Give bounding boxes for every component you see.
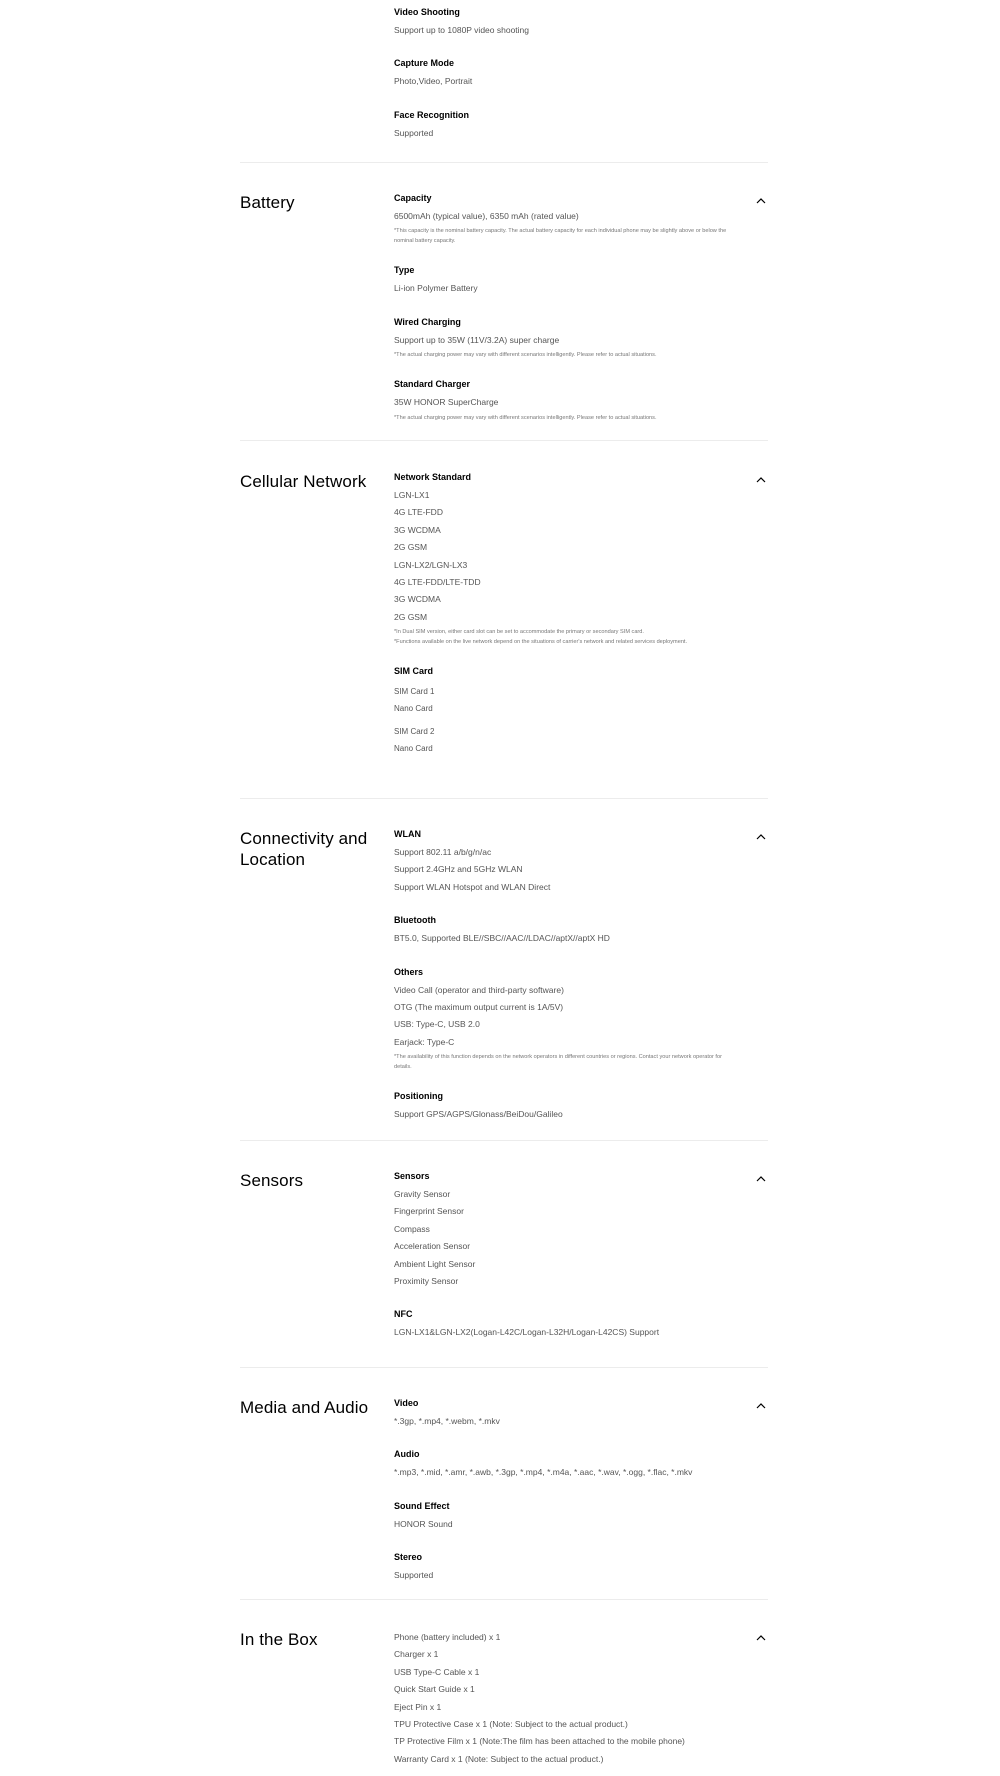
spec-value: *.3gp, *.mp4, *.webm, *.mkv bbox=[394, 1416, 500, 1426]
section-title: Media and Audio bbox=[240, 1398, 369, 1417]
chevron-up-icon[interactable] bbox=[754, 1633, 768, 1643]
spec-value: LGN-LX2/LGN-LX3 bbox=[394, 559, 468, 570]
spec-value: 2G GSM bbox=[394, 542, 428, 553]
spec-note: *Functions available on the live network depend on the situations of carrier's network and related services deployment. bbox=[394, 638, 688, 645]
spec-value: Gravity Sensor bbox=[394, 1189, 451, 1199]
spec-label: SIM Card bbox=[394, 666, 434, 677]
spec-value: *.mp3, *.mid, *.amr, *.awb, *.3gp, *.mp4, *.m4a, *.aac, *.wav, *.ogg, *.flac, *.mkv bbox=[394, 1467, 693, 1478]
spec-label: Type bbox=[394, 265, 415, 276]
spec-value: LGN-LX1&LGN-LX2(Logan-L42C/Logan-L32H/Logan-L42CS) Support bbox=[394, 1327, 660, 1338]
box-item: TPU Protective Case x 1 (Note: Subject to the actual product.) bbox=[394, 1719, 628, 1730]
sim-card-1 bbox=[394, 683, 734, 717]
spec-value: Support WLAN Hotspot and WLAN Direct bbox=[394, 881, 551, 892]
section-divider bbox=[240, 440, 768, 441]
spec-label: Capacity bbox=[394, 193, 432, 203]
spec-value: Li-ion Polymer Battery bbox=[394, 283, 478, 294]
spec-label: Standard Charger bbox=[394, 379, 471, 390]
spec-value: Supported bbox=[394, 127, 434, 138]
section-divider bbox=[240, 1140, 768, 1141]
box-item: Quick Start Guide x 1 bbox=[394, 1684, 475, 1695]
spec-value: Compass bbox=[394, 1223, 430, 1234]
spec-value: 3G WCDMA bbox=[394, 594, 441, 605]
spec-value: USB: Type-C, USB 2.0 bbox=[394, 1019, 480, 1030]
chevron-up-icon[interactable] bbox=[754, 475, 768, 485]
spec-note: *The actual charging power may vary with different scenarios intelligently. Please refer to actual situations. bbox=[394, 414, 657, 421]
chevron-up-icon[interactable] bbox=[754, 832, 768, 842]
section-title: Battery bbox=[240, 193, 295, 212]
spec-label: NFC bbox=[394, 1309, 413, 1320]
spec-label: Bluetooth bbox=[394, 915, 436, 926]
section-divider bbox=[240, 1599, 768, 1600]
box-item: Charger x 1 bbox=[394, 1649, 439, 1660]
box-item: USB Type-C Cable x 1 bbox=[394, 1666, 480, 1677]
spec-note: *This capacity is the nominal battery capacity. The actual battery capacity for each individual phone may be slightly above or below the nominal battery capacity. bbox=[394, 228, 727, 244]
spec-value: Support GPS/AGPS/Glonass/BeiDou/Galileo bbox=[394, 1109, 563, 1120]
spec-label: Sensors bbox=[394, 1171, 430, 1181]
spec-label: Audio bbox=[394, 1449, 420, 1460]
spec-label: Video bbox=[394, 1398, 419, 1408]
sim-name: SIM Card 2 bbox=[394, 727, 435, 737]
spec-value: Support up to 1080P video shooting bbox=[394, 25, 530, 35]
spec-label: Video Shooting bbox=[394, 7, 460, 17]
spec-label: Others bbox=[394, 966, 424, 977]
box-item: Eject Pin x 1 bbox=[394, 1701, 442, 1712]
spec-note: *The actual charging power may vary with different scenarios intelligently. Please refer to actual situations. bbox=[394, 352, 657, 359]
spec-value: 35W HONOR SuperCharge bbox=[394, 397, 499, 408]
spec-value: HONOR Sound bbox=[394, 1518, 453, 1529]
spec-value: Support 802.11 a/b/g/n/ac bbox=[394, 847, 492, 857]
chevron-up-icon[interactable] bbox=[754, 1174, 768, 1184]
spec-value: BT5.0, Supported BLE//SBC//AAC//LDAC//aptX//aptX HD bbox=[394, 933, 610, 944]
spec-value: Support 2.4GHz and 5GHz WLAN bbox=[394, 864, 523, 875]
sim-card-2 bbox=[394, 723, 734, 757]
section-title: In the Box bbox=[240, 1630, 318, 1649]
spec-value: 4G LTE-FDD bbox=[394, 507, 443, 518]
spec-value: OTG (The maximum output current is 1A/5V) bbox=[394, 1002, 564, 1013]
spec-value: Support up to 35W (11V/3.2A) super charge bbox=[394, 334, 560, 345]
spec-video-shooting bbox=[394, 6, 734, 39]
spec-value: Ambient Light Sensor bbox=[394, 1258, 476, 1269]
box-item: Phone (battery included) x 1 bbox=[394, 1632, 501, 1642]
spec-value: Proximity Sensor bbox=[394, 1276, 459, 1287]
spec-value: 2G GSM bbox=[394, 611, 428, 622]
section-divider bbox=[240, 162, 768, 163]
spec-label: Capture Mode bbox=[394, 58, 455, 69]
spec-value: Acceleration Sensor bbox=[394, 1241, 471, 1252]
section-title: Connectivity and Location bbox=[240, 829, 368, 869]
spec-note: *The availability of this function depends on the network operators in different countries or regions. Contact your network operator for details. bbox=[394, 1054, 722, 1070]
chevron-up-icon[interactable] bbox=[754, 196, 768, 206]
sim-type: Nano Card bbox=[394, 704, 433, 714]
section-title: Sensors bbox=[240, 1171, 304, 1190]
spec-label: Positioning bbox=[394, 1091, 443, 1102]
spec-label: Network Standard bbox=[394, 472, 472, 482]
spec-note: *In Dual SIM version, either card slot can be set to accommodate the primary or secondary SIM card. bbox=[394, 629, 644, 636]
section-divider bbox=[240, 798, 768, 799]
section-divider bbox=[240, 1367, 768, 1368]
spec-label: Sound Effect bbox=[394, 1500, 450, 1511]
spec-value: Video Call (operator and third-party software) bbox=[394, 984, 564, 995]
spec-capture-mode bbox=[394, 57, 734, 90]
spec-value: 6500mAh (typical value), 6350 mAh (rated value) bbox=[394, 211, 579, 221]
spec-value: 4G LTE-FDD/LTE-TDD bbox=[394, 577, 481, 588]
spec-label: WLAN bbox=[394, 829, 421, 839]
spec-value: Photo,Video, Portrait bbox=[394, 76, 473, 87]
spec-value: Earjack: Type-C bbox=[394, 1036, 455, 1047]
section-title: Cellular Network bbox=[240, 472, 367, 491]
chevron-up-icon[interactable] bbox=[754, 1401, 768, 1411]
sim-name: SIM Card 1 bbox=[394, 687, 435, 697]
spec-value: LGN-LX1 bbox=[394, 490, 430, 500]
spec-value: 3G WCDMA bbox=[394, 524, 441, 535]
spec-label: Wired Charging bbox=[394, 316, 461, 327]
box-item: TP Protective Film x 1 (Note:The film has been attached to the mobile phone) bbox=[394, 1736, 685, 1747]
spec-value: Fingerprint Sensor bbox=[394, 1206, 464, 1217]
spec-label: Stereo bbox=[394, 1552, 423, 1563]
spec-label: Face Recognition bbox=[394, 109, 470, 120]
spec-face-recognition bbox=[394, 109, 734, 142]
sim-type: Nano Card bbox=[394, 744, 433, 754]
spec-value: Supported bbox=[394, 1570, 434, 1581]
box-item: Warranty Card x 1 (Note: Subject to the actual product.) bbox=[394, 1753, 604, 1764]
